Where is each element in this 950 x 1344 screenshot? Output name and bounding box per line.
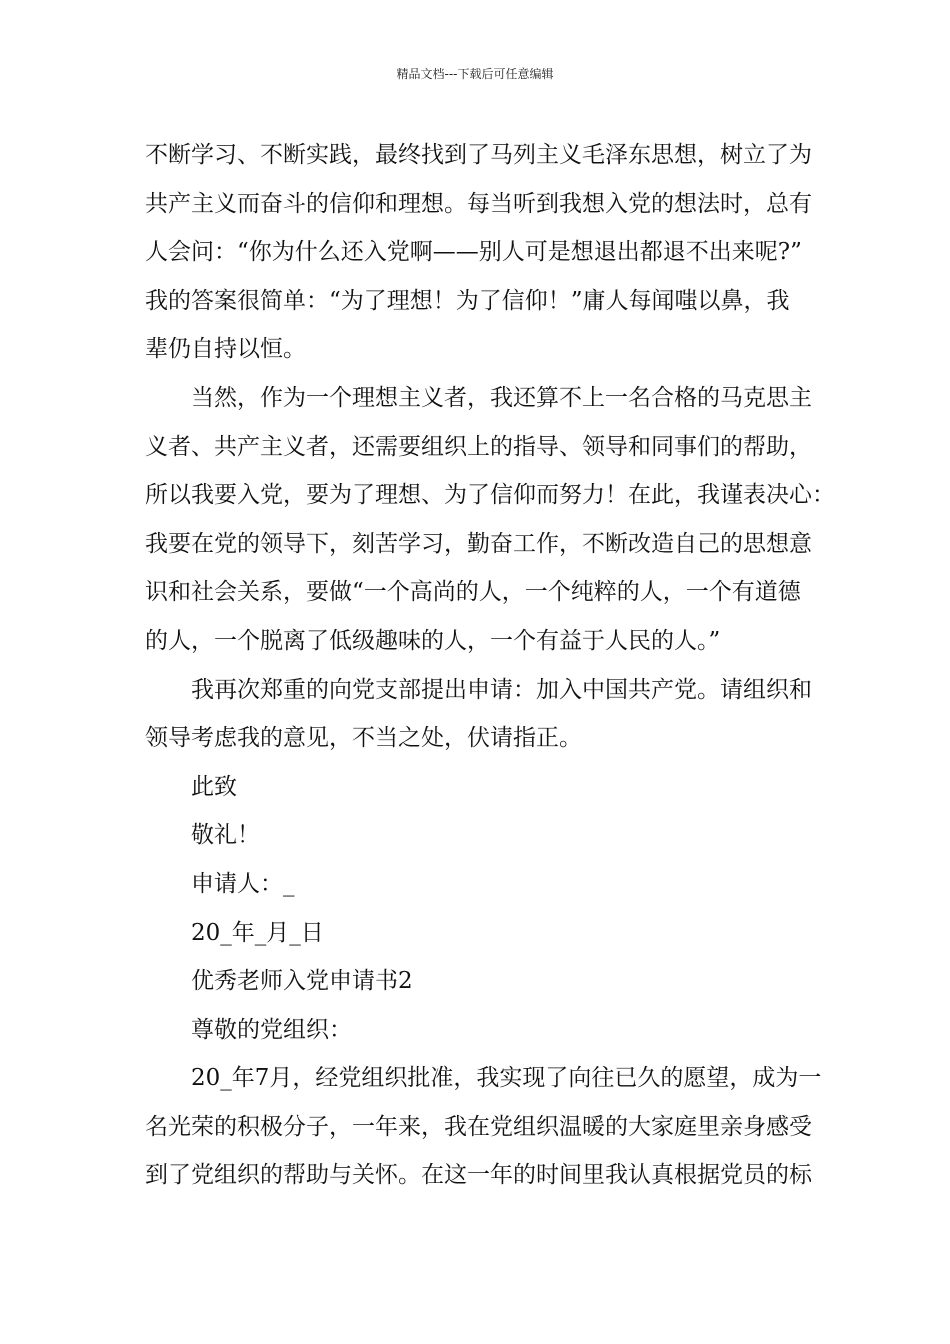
text-line: 名光荣的积极分子，一年来，我在党组织温暖的大家庭里亲身感受: [145, 1113, 812, 1140]
paragraph-start: 20_年7月，经党组织批准，我实现了向往已久的愿望，成为一: [191, 1065, 822, 1092]
closing-regards: 敬礼！: [191, 822, 260, 849]
text-line: 所以我要入党，要为了理想、为了信仰而努力！在此，我谨表决心：: [145, 482, 835, 509]
paragraph-start: 当然，作为一个理想主义者，我还算不上一名合格的马克思主: [191, 384, 812, 411]
text-line: 人会问：“你为什么还入党啊——别人可是想退出都退不出来呢?”: [145, 239, 802, 266]
text-line: 共产主义而奋斗的信仰和理想。每当听到我想入党的想法时，总有: [145, 190, 812, 217]
greeting: 尊敬的党组织：: [191, 1016, 352, 1043]
applicant-signature: 申请人：_: [191, 870, 295, 897]
text-line: 不断学习、不断实践，最终找到了马列主义毛泽东思想，树立了为: [145, 142, 812, 168]
text-line: 义者、共产主义者，还需要组织上的指导、领导和同事们的帮助，: [145, 433, 812, 460]
section-title: 优秀老师入党申请书2: [191, 968, 413, 995]
text-line: 我要在党的领导下，刻苦学习，勤奋工作，不断改造自己的思想意: [145, 530, 812, 557]
page-header: 精品文档---下载后可任意编辑: [396, 67, 554, 81]
text-line: 领导考虑我的意见，不当之处，伏请指正。: [145, 725, 582, 752]
text-line: 辈仍自持以恒。: [145, 336, 306, 363]
text-line: 到了党组织的帮助与关怀。在这一年的时间里我认真根据党员的标: [145, 1162, 812, 1189]
closing-salutation: 此致: [191, 773, 237, 800]
text-line: 识和社会关系，要做“一个高尚的人，一个纯粹的人，一个有道德: [145, 579, 801, 606]
document-body: [145, 131, 835, 1200]
date-line: 20_年_月_日: [191, 919, 324, 946]
text-line: 我的答案很简单：“为了理想！为了信仰！”庸人每闻嗤以鼻，我: [145, 287, 790, 314]
text-line: 的人，一个脱离了低级趣味的人，一个有益于人民的人。”: [145, 627, 721, 654]
paragraph-start: 我再次郑重的向党支部提出申请：加入中国共产党。请组织和: [191, 676, 812, 703]
